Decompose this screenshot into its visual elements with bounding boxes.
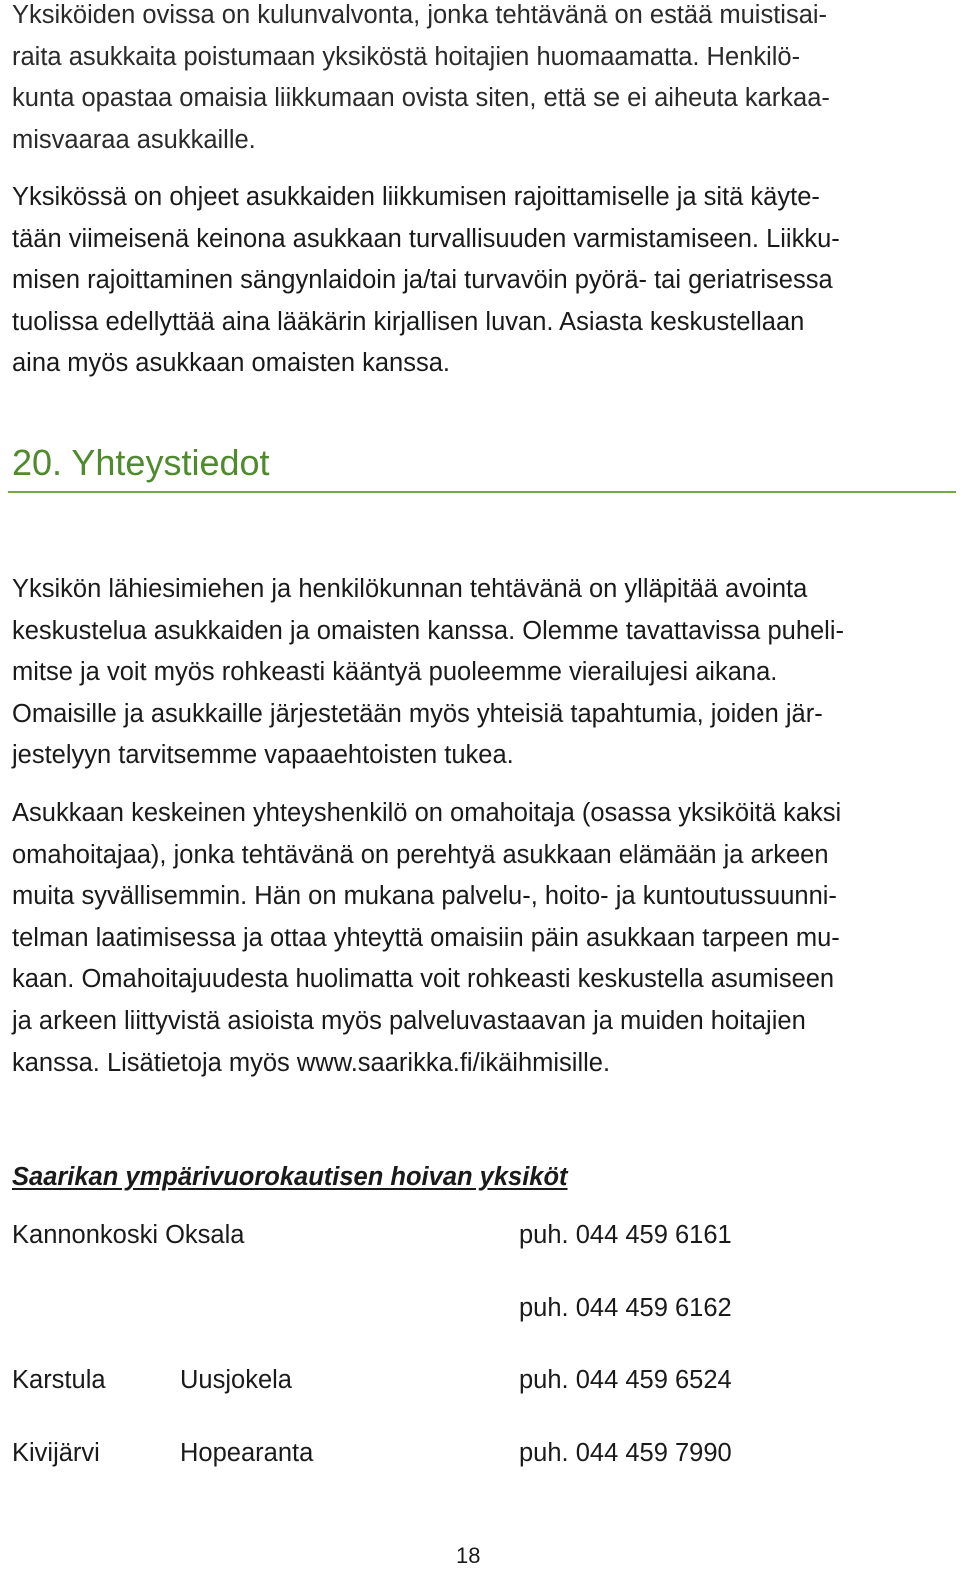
contact-phone: puh. 044 459 6162 xyxy=(519,1294,732,1322)
contact-row xyxy=(12,1215,947,1255)
text-line: kaan. Omahoitajuudesta huolimatta voit rohkeasti keskustella asumiseen xyxy=(12,965,835,994)
text-line: aina myös asukkaan omaisten kanssa. xyxy=(12,349,450,378)
text-line: omahoitajaa), jonka tehtävänä on perehtyä asukkaan elämään ja arkeen xyxy=(12,840,829,869)
heading-divider xyxy=(8,491,956,493)
contact-phone: puh. 044 459 7990 xyxy=(519,1439,732,1467)
text-line: telman laatimisessa ja ottaa yhteyttä omaisiin päin asukkaan tarpeen mu- xyxy=(12,923,840,952)
text-line: keskustelua asukkaiden ja omaisten kanssa. Olemme tavattavissa puheli- xyxy=(12,616,844,645)
text-line: kunta opastaa omaisia liikkumaan ovista siten, että se ei aiheuta karkaa- xyxy=(12,84,830,113)
text-line: Asukkaan keskeinen yhteyshenkilö on omahoitaja (osassa yksiköitä kaksi xyxy=(12,799,842,827)
text-line: Yksiköiden ovissa on kulunvalvonta, jonka tehtävänä on estää muistisai- xyxy=(12,1,828,29)
paragraph-movement-restriction xyxy=(12,177,947,385)
text-line: muita syvällisemmin. Hän on mukana palvelu-, hoito- ja kuntoutussuunni- xyxy=(12,882,837,911)
contact-row xyxy=(12,1433,947,1473)
paragraph-access-control xyxy=(12,0,947,161)
section-heading: 20. Yhteystiedot xyxy=(12,442,270,483)
text-line: Yksikön lähiesimiehen ja henkilökunnan tehtävänä on ylläpitää avointa xyxy=(12,575,808,603)
text-line: tuolissa edellyttää aina lääkärin kirjallisen luvan. Asiasta keskustellaan xyxy=(12,307,805,336)
text-line: Omaisille ja asukkaille järjestetään myös yhteisiä tapahtumia, joiden jär- xyxy=(12,699,823,728)
page-number: 18 xyxy=(456,1543,481,1568)
contact-row xyxy=(12,1288,947,1328)
contact-municipality: Kannonkoski Oksala xyxy=(12,1221,245,1249)
text-line: misvaaraa asukkaille. xyxy=(12,125,256,154)
contact-municipality: Kivijärvi xyxy=(12,1439,100,1467)
paragraph-primary-nurse xyxy=(12,793,947,1084)
text-line: misen rajoittaminen sängynlaidoin ja/tai turvavöin pyörä- tai geriatrisessa xyxy=(12,266,833,295)
text-line: jestelyyn tarvitsemme vapaaehtoisten tukea. xyxy=(12,741,514,770)
text-line: tään viimeisenä keinona asukkaan turvallisuuden varmistamiseen. Liikku- xyxy=(12,224,840,253)
text-line: mitse ja voit myös rohkeasti kääntyä puoleemme vierailujesi aikana. xyxy=(12,658,778,687)
text-line: raita asukkaita poistumaan yksiköstä hoitajien huomaamatta. Henkilö- xyxy=(12,42,801,71)
text-line: ja arkeen liittyvistä asioista myös palveluvastaavan ja muiden hoitajien xyxy=(12,1006,806,1035)
contact-phone: puh. 044 459 6161 xyxy=(519,1221,732,1249)
contact-unit: Hopearanta xyxy=(180,1439,314,1467)
contact-municipality: Karstula xyxy=(12,1366,106,1394)
contact-unit: Uusjokela xyxy=(180,1366,292,1394)
contact-row xyxy=(12,1360,947,1400)
text-line: Yksikössä on ohjeet asukkaiden liikkumisen rajoittamiselle ja sitä käyte- xyxy=(12,183,820,211)
paragraph-open-dialogue xyxy=(12,569,947,777)
text-line: kanssa. Lisätietoja myös www.saarikka.fi/ikäihmisille. xyxy=(12,1048,611,1077)
contact-phone: puh. 044 459 6524 xyxy=(519,1366,732,1394)
units-title: Saarikan ympärivuorokautisen hoivan yksiköt xyxy=(12,1163,568,1191)
